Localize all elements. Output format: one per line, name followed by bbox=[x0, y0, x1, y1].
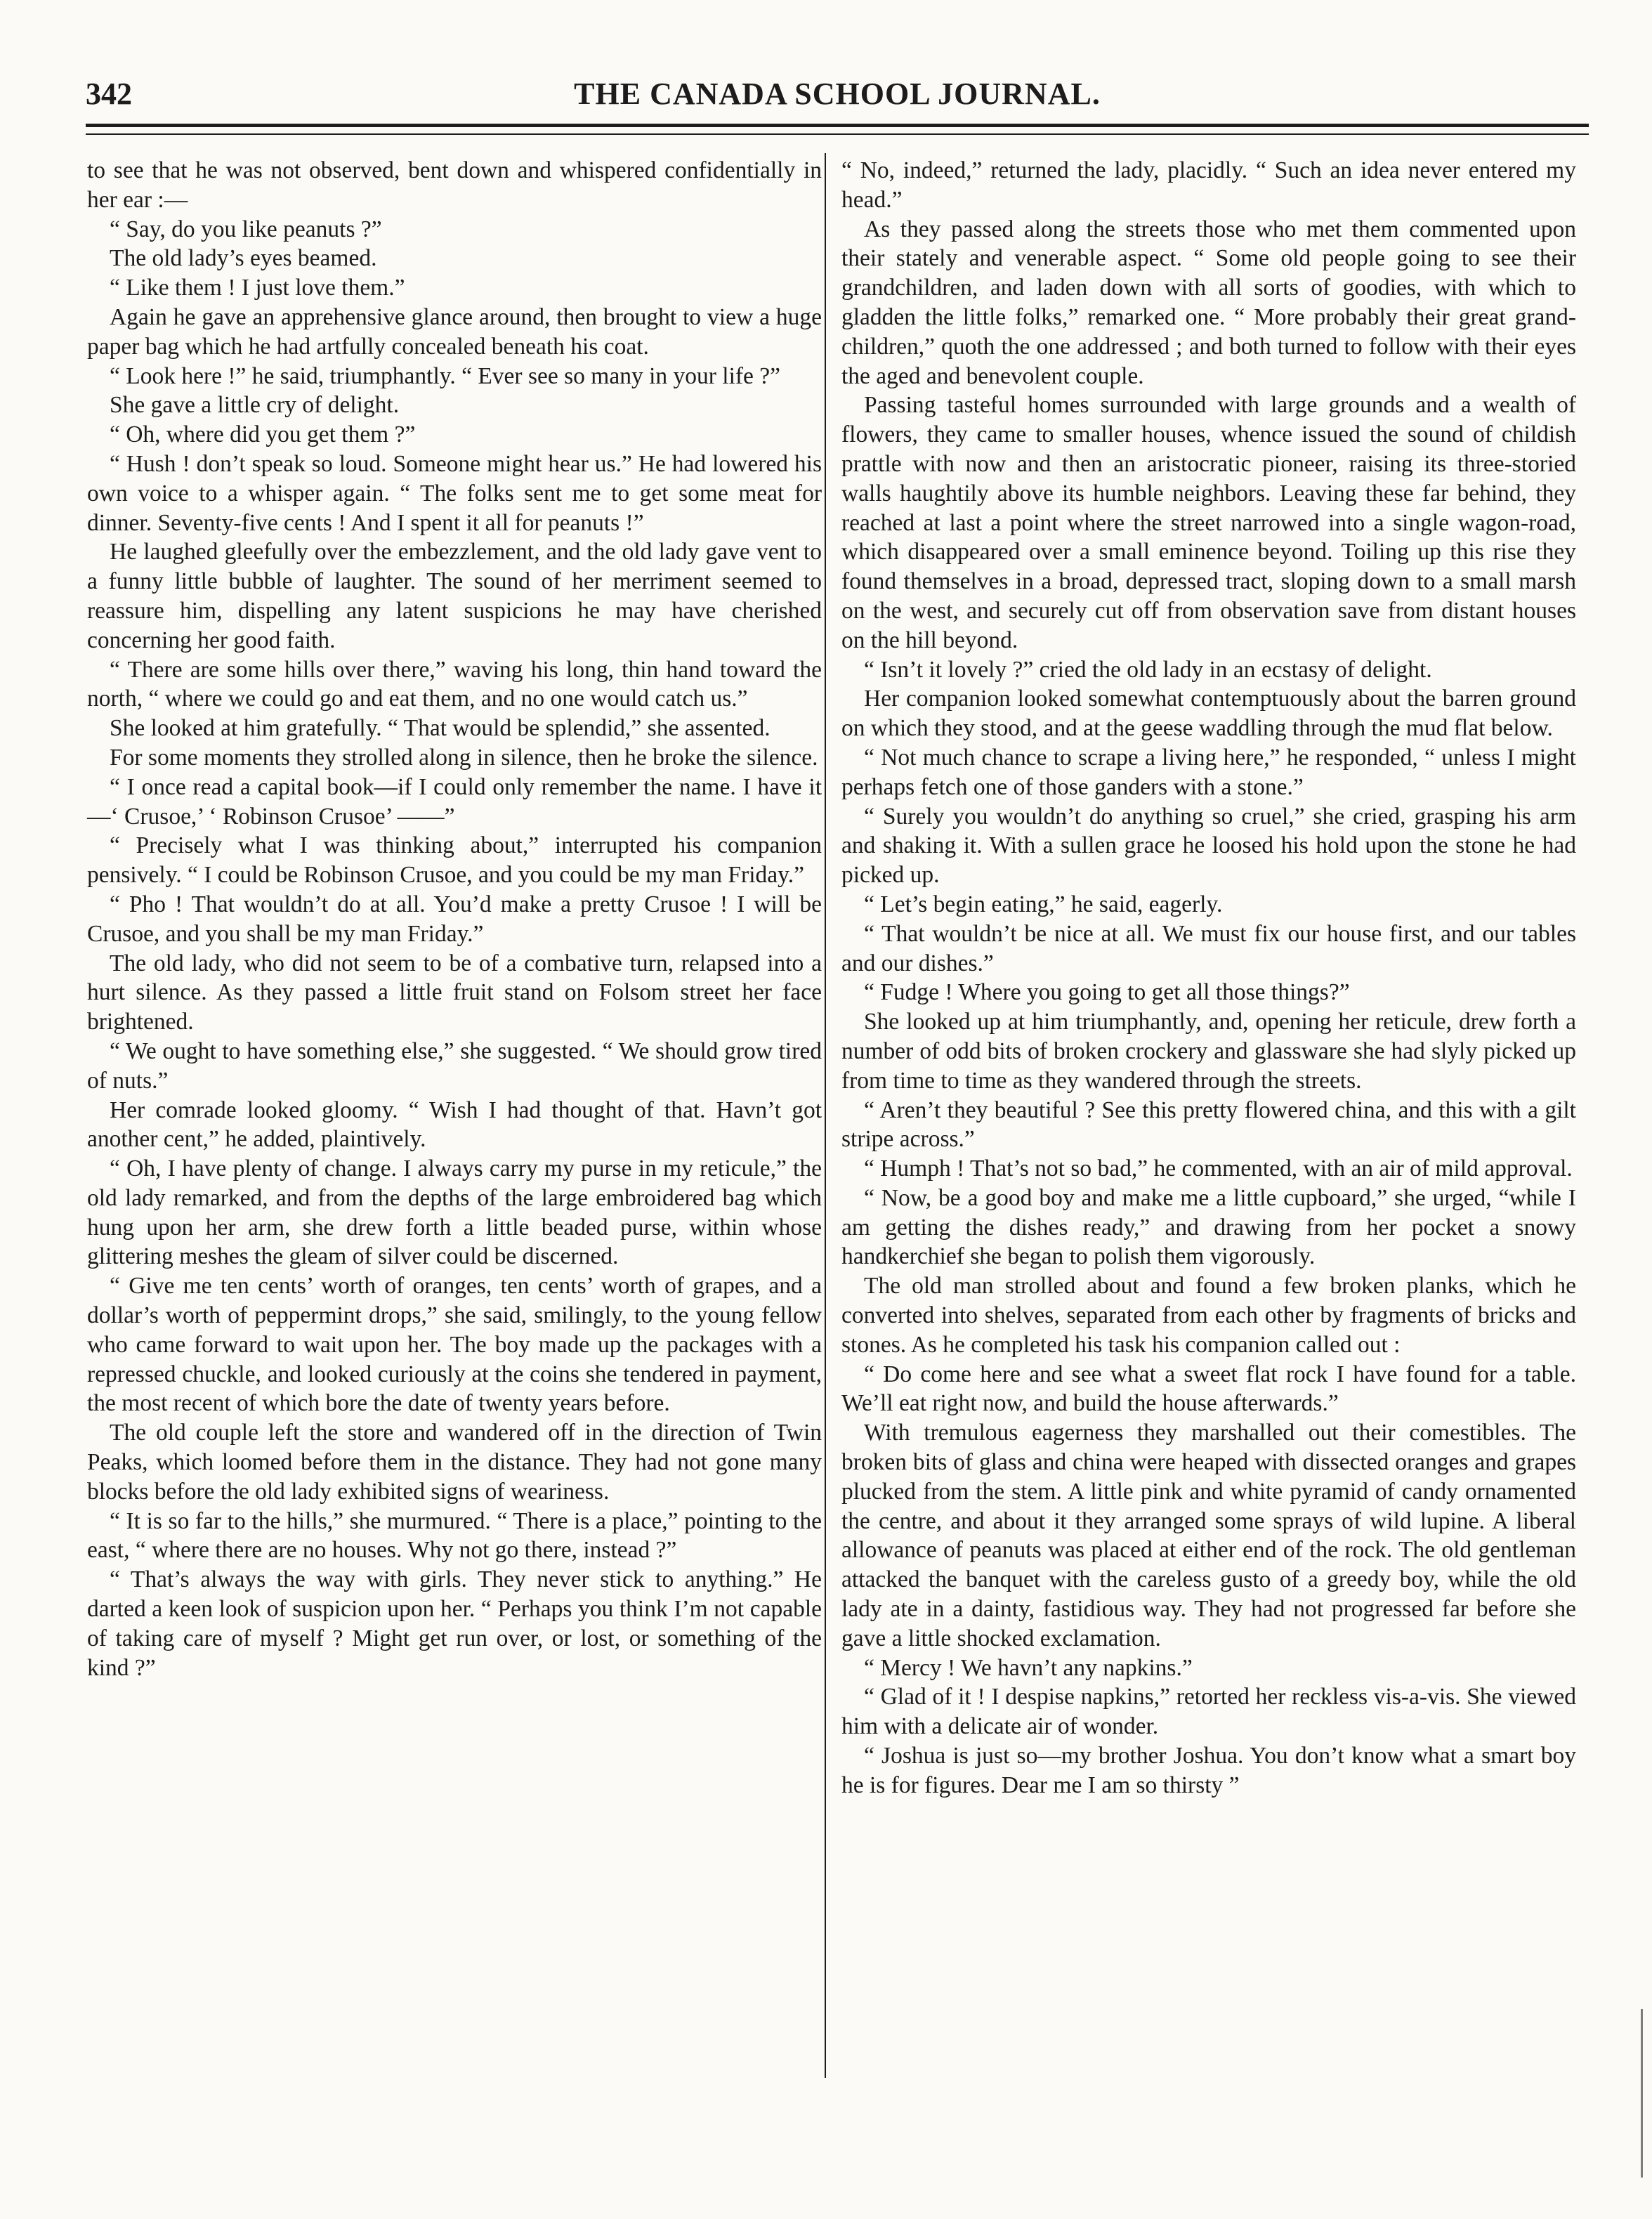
paragraph: “ Fudge ! Where you going to get all those things?” bbox=[864, 979, 1350, 1006]
journal-title: THE CANADA SCHOOL JOURNAL. bbox=[574, 77, 1101, 111]
paragraph: “ Let’s begin eating,” he said, eagerly. bbox=[864, 891, 1223, 917]
paragraph: “ Pho ! That wouldn’t do at all. You’d make a pretty Crusoe ! I will be Crusoe, and you shall be my man Friday.” bbox=[87, 891, 822, 947]
right-column bbox=[841, 156, 1576, 1800]
paragraph: “ Hush ! don’t speak so loud. Someone might hear us.” He had lowered his own voice to a whisper again. “ The folks sent me to get some meat for dinner. Seventy-five cents ! And I spent it all for peanuts !” bbox=[87, 450, 822, 536]
paragraph: Her comrade looked gloomy. “ Wish I had thought of that. Havn’t got another cent,” he added, plaintively. bbox=[87, 1097, 822, 1153]
paragraph: “ There are some hills over there,” waving his long, thin hand toward the north, “ where we could go and eat them, and no one would catch us.” bbox=[87, 656, 822, 712]
paragraph: “ Look here !” he said, triumphantly. “ Ever see so many in your life ?” bbox=[110, 362, 781, 389]
column-divider bbox=[825, 153, 826, 2078]
paragraph: “ That wouldn’t be nice at all. We must fix our house first, and our tables and our dishes.” bbox=[841, 920, 1576, 976]
paragraph: “ Surely you wouldn’t do anything so cruel,” she cried, grasping his arm and shaking it. With a sullen grace he loosed his hold upon the stone he had picked up. bbox=[841, 803, 1576, 889]
paragraph: “ Glad of it ! I despise napkins,” retorted her reckless vis-a-vis. She viewed him with a delicate air of wonder. bbox=[841, 1684, 1576, 1740]
paragraph: “ Joshua is just so—my brother Joshua. You don’t know what a smart boy he is for figures. Dear me I am so thirsty ” bbox=[841, 1743, 1576, 1798]
paragraph: “ Say, do you like peanuts ?” bbox=[110, 216, 382, 242]
paragraph: to see that he was not observed, bent down and whispered confidentially in her ear :— bbox=[87, 157, 822, 213]
paragraph: “ Oh, where did you get them ?” bbox=[110, 421, 416, 448]
paragraph: “ Do come here and see what a sweet flat rock I have found for a table. We’ll eat right now, and build the house afterwards.” bbox=[841, 1361, 1576, 1417]
paragraph: Passing tasteful homes surrounded with large grounds and a wealth of flowers, they came to smaller houses, whence issued the sound of childish prattle with now and then an aristocratic pioneer, raising its three-storied walls haughtily above its humble neighbors. Leaving these far behind, they reached at last a point where the street narrowed into a single wagon-road, which disappeared over a small eminence beyond. Toiling up this rise they found themselves in a broad, depressed tract, sloping down to a small marsh on the west, and securely cut off from observation save from distant houses on the hill beyond. bbox=[841, 392, 1576, 653]
header-rule-thin bbox=[86, 133, 1589, 135]
paragraph: With tremulous eagerness they marshalled out their comestibles. The broken bits of glass and china were heaped with dissected oranges and grapes plucked from the stem. A little pink and white pyramid of candy ornamented the centre, and about it they arranged some sprays of wild lupine. A liberal allowance of peanuts was placed at either end of the rock. The old gentleman attacked the banquet with the careless gusto of a greedy boy, while the old lady ate in a dainty, fastidious way. They had not progressed far before she gave a little shocked exclamation. bbox=[841, 1420, 1576, 1651]
paragraph: “ It is so far to the hills,” she murmured. “ There is a place,” pointing to the east, “ where there are no houses. Why not go there, instead ?” bbox=[87, 1507, 822, 1564]
paragraph: “ No, indeed,” returned the lady, placidly. “ Such an idea never entered my head.” bbox=[841, 157, 1576, 213]
paragraph: “ Oh, I have plenty of change. I always carry my purse in my reticule,” the old lady remarked, and from the depths of the large embroidered bag which hung upon her arm, she drew forth a little beaded purse, within whose glittering meshes the gleam of silver could be discerned. bbox=[87, 1156, 822, 1270]
paragraph: She looked up at him triumphantly, and, opening her reticule, drew forth a number of odd bits of broken crockery and glassware she had slyly picked up from time to time as they wandered through the streets. bbox=[841, 1009, 1576, 1094]
paragraph: As they passed along the streets those who met them commented upon their stately and venerable aspect. “ Some old people going to see their grandchildren, and laden down with all sorts of goodies, with which to gladden the little folks,” remarked one. “ More probably their great grand-children,” quoth the one addressed ; and both turned to follow with their eyes the aged and benevolent couple. bbox=[841, 216, 1576, 389]
left-column bbox=[87, 156, 822, 1682]
paragraph: She looked at him gratefully. “ That would be splendid,” she assented. bbox=[110, 715, 771, 742]
paragraph: She gave a little cry of delight. bbox=[110, 392, 400, 419]
paragraph: The old man strolled about and found a few broken planks, which he converted into shelves, separated from each other by fragments of bricks and stones. As he completed his task his companion called out : bbox=[841, 1273, 1576, 1358]
paragraph: The old lady’s eyes beamed. bbox=[110, 245, 377, 272]
paragraph: “ Now, be a good boy and make me a little cupboard,” she urged, “while I am getting the dishes ready,” and drawing from her pocket a snowy handkerchief she began to polish them vigorously. bbox=[841, 1184, 1576, 1270]
paragraph: “ We ought to have something else,” she suggested. “ We should grow tired of nuts.” bbox=[87, 1038, 822, 1094]
paragraph: “ Aren’t they beautiful ? See this pretty flowered china, and this with a gilt stripe across.” bbox=[841, 1097, 1576, 1153]
paragraph: “ I once read a capital book—if I could only remember the name. I have it—‘ Crusoe,’ ‘ Robinson Crusoe’ ——” bbox=[87, 773, 822, 830]
page-number: 342 bbox=[86, 77, 132, 111]
paragraph: “ Not much chance to scrape a living here,” he responded, “ unless I might perhaps fetch one of those ganders with a stone.” bbox=[841, 744, 1576, 800]
paragraph: “ Precisely what I was thinking about,” interrupted his companion pensively. “ I could be Robinson Crusoe, and you could be my man Friday.” bbox=[87, 832, 822, 889]
header-rule-thick bbox=[86, 124, 1589, 127]
paragraph: Again he gave an apprehensive glance around, then brought to view a huge paper bag which he had artfully concealed beneath his coat. bbox=[87, 303, 822, 360]
paragraph: “ That’s always the way with girls. They never stick to anything.” He darted a keen look of suspicion upon her. “ Perhaps you think I’m not capable of taking care of myself ? Might get run over, or lost, or something of the kind ?” bbox=[87, 1566, 822, 1681]
paragraph: The old couple left the store and wandered off in the direction of Twin Peaks, which loomed before them in the distance. They had not gone many blocks before the old lady exhibited signs of weariness. bbox=[87, 1420, 822, 1505]
paragraph: “ Isn’t it lovely ?” cried the old lady in an ecstasy of delight. bbox=[864, 656, 1432, 683]
paragraph: Her companion looked somewhat contemptuously about the barren ground on which they stood, and at the geese waddling through the mud flat below. bbox=[841, 686, 1576, 742]
page-header bbox=[86, 70, 1589, 119]
paragraph: “ Humph ! That’s not so bad,” he commented, with an air of mild approval. bbox=[864, 1156, 1573, 1182]
paragraph: “ Like them ! I just love them.” bbox=[110, 275, 405, 301]
paragraph: For some moments they strolled along in silence, then he broke the silence. bbox=[110, 744, 818, 771]
paragraph: “ Give me ten cents’ worth of oranges, ten cents’ worth of grapes, and a dollar’s worth of peppermint drops,” she said, smilingly, to the young fellow who came forward to wait upon her. The boy made up the packages with a repressed chuckle, and looked curiously at the coins she tendered in payment, the most recent of which bore the date of twenty years before. bbox=[87, 1273, 822, 1417]
paragraph: The old lady, who did not seem to be of a combative turn, relapsed into a hurt silence. As they passed a little fruit stand on Folsom street her face brightened. bbox=[87, 950, 822, 1035]
page-edge-mark bbox=[1641, 2009, 1643, 2178]
paragraph: He laughed gleefully over the embezzlement, and the old lady gave vent to a funny little bubble of laughter. The sound of her merriment seemed to reassure him, dispelling any latent suspicions he may have cherished concerning her good faith. bbox=[87, 539, 822, 653]
paragraph: “ Mercy ! We havn’t any napkins.” bbox=[864, 1654, 1193, 1681]
